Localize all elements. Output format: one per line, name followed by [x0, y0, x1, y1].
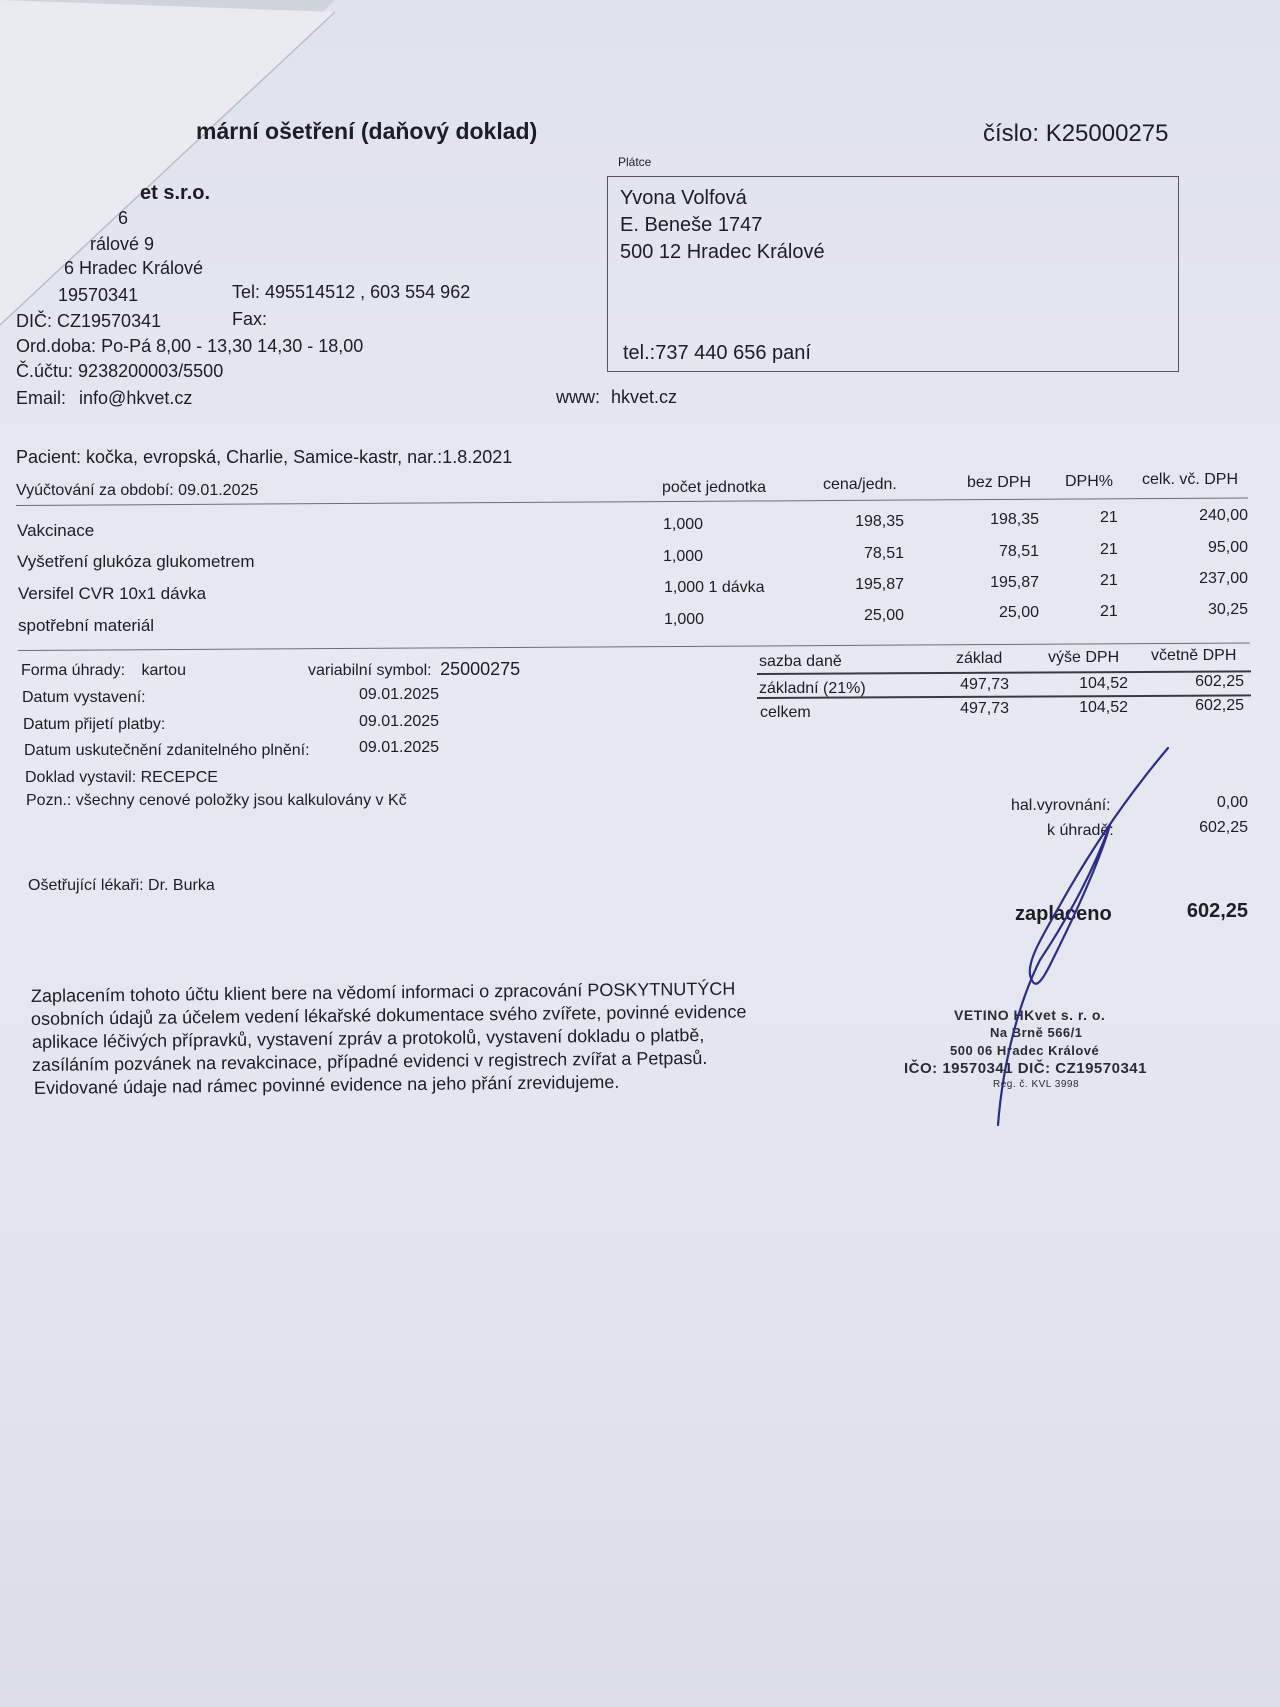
header-net: bez DPH: [967, 474, 1032, 491]
paid-value: 602,25: [1186, 900, 1248, 922]
vat-row-incl: 602,25: [1195, 673, 1244, 690]
item-unit-price: 25,00: [863, 607, 904, 624]
issued-by: Doklad vystavil: RECEPCE: [25, 769, 218, 786]
variable-symbol: [308, 659, 520, 680]
clinic-street: rálové 9: [90, 234, 155, 254]
clinic-hours: [16, 336, 363, 357]
vat-row-rate: celkem: [760, 704, 811, 721]
header-unit-price: cena/jedn.: [823, 476, 897, 493]
taxable-date-label: Datum uskutečnění zdanitelného plnění:: [24, 742, 310, 759]
payer-street: E. Beneše 1747: [620, 214, 763, 236]
item-net: 78,51: [998, 543, 1039, 560]
clinic-email-label: Email:: [16, 388, 67, 408]
clinic-hours-value: Po-Pá 8,00 - 13,30 14,30 - 18,00: [101, 336, 364, 356]
variable-symbol-label: variabilní symbol:: [308, 662, 432, 679]
folded-corner: [0, 0, 340, 330]
item-vat: 21: [1100, 603, 1118, 620]
rounding-value: 0,00: [1216, 794, 1248, 811]
item-net: 195,87: [990, 574, 1039, 591]
item-qty-unit: [664, 579, 765, 597]
vat-header-rate: sazba daně: [759, 653, 842, 670]
disclaimer-line: aplikace léčivých přípravků, vystavení zpráv a protokolů, vystavení dokladu o platbě,: [31, 1024, 705, 1052]
item-name: Vakcinace: [17, 521, 95, 540]
header-vat-pct: DPH%: [1065, 473, 1114, 490]
variable-symbol-value: 25000275: [440, 659, 521, 679]
document-number-label: číslo:: [983, 120, 1040, 147]
item-total: 237,00: [1199, 570, 1248, 587]
payer-box: [607, 176, 1179, 372]
clinic-street-top: 6: [118, 208, 129, 228]
item-vat: 21: [1100, 509, 1118, 526]
vat-row-base: 497,73: [960, 676, 1009, 693]
item-unit-price: 78,51: [863, 545, 904, 562]
clinic-www: [556, 387, 677, 408]
clinic-account-value: 9238200003/5500: [78, 361, 224, 381]
issued-date-label: Datum vystavení:: [22, 689, 146, 706]
payer-city: 500 12 Hradec Králové: [620, 241, 825, 263]
disclaimer-line: zasíláním pozvánek na revakcinace, případné evidenci v registrech zvířat a Petpasů.: [31, 1047, 708, 1075]
item-vat: 21: [1100, 541, 1118, 558]
clinic-fax: Fax:: [232, 309, 268, 329]
item-name: Vyšetření glukóza glukometrem: [17, 552, 255, 571]
clinic-account-label: Č.účtu:: [16, 361, 74, 381]
item-qty: 1,000: [663, 516, 704, 533]
item-net: 25,00: [998, 604, 1039, 621]
header-total: celk. vč. DPH: [1142, 471, 1239, 488]
header-count-unit: počet jednotka: [662, 479, 767, 496]
vat-header-vat: výše DPH: [1048, 649, 1120, 666]
taxable-date-value: 09.01.2025: [359, 739, 440, 756]
billing-period: Vyúčtování za období: 09.01.2025: [16, 482, 259, 499]
payment-method-value: kartou: [141, 662, 186, 679]
item-total: 30,25: [1207, 601, 1248, 618]
item-total: 95,00: [1207, 539, 1248, 556]
attending-doctor: Ošetřující lékaři: Dr. Burka: [28, 877, 215, 894]
stamp-line: IČO: 19570341 DIČ: CZ19570341: [904, 1060, 1147, 1077]
clinic-email: [16, 388, 192, 409]
payer-phone: tel.:737 440 656 paní: [623, 342, 811, 364]
vat-header-base: základ: [956, 650, 1003, 667]
disclaimer-line: Evidované údaje nad rámec povinné evidence na jeho přání zrevidujeme.: [33, 1071, 620, 1098]
due-label: k úhradě:: [1047, 822, 1114, 839]
payment-method: [21, 662, 186, 680]
item-unit-price: 195,87: [855, 576, 904, 593]
disclaimer-line: osobních údajů za účelem vedení lékařské dokumentace svého zvířete, povinné evidence: [30, 1001, 747, 1029]
item-unit-price: 198,35: [855, 513, 904, 530]
payer-name: Yvona Volfová: [620, 187, 747, 209]
item-qty: 1,000: [663, 548, 704, 565]
item-qty: 1,000: [664, 611, 705, 628]
vat-row-rate: základní (21%): [759, 680, 866, 697]
clinic-ico: 19570341: [58, 285, 139, 305]
clinic-email-value: info@hkvet.cz: [79, 388, 193, 408]
item-unit: 1 dávka: [708, 579, 765, 596]
disclaimer-line: Zaplacením tohoto účtu klient bere na vědomí informaci o zpracování POSKYTNUTÝCH: [30, 978, 736, 1006]
due-value: 602,25: [1199, 819, 1248, 836]
payer-label: Plátce: [618, 155, 652, 169]
item-name: spotřební materiál: [18, 616, 155, 635]
stamp-line: Reg. č. KVL 3998: [993, 1079, 1080, 1090]
item-name: Versifel CVR 10x1 dávka: [18, 584, 207, 603]
vat-row-vat: 104,52: [1079, 675, 1128, 692]
paid-label: zaplaceno: [1015, 903, 1112, 925]
clinic-city: 6 Hradec Králové: [64, 258, 204, 278]
item-vat: 21: [1100, 572, 1118, 589]
clinic-dic-value: CZ19570341: [57, 311, 162, 331]
document-number-value: K25000275: [1045, 120, 1169, 147]
stamp-line: Na Brně 566/1: [990, 1025, 1083, 1040]
clinic-hours-label: Ord.doba:: [16, 336, 97, 356]
item-net: 198,35: [990, 511, 1039, 528]
payment-method-label: Forma úhrady:: [21, 662, 126, 679]
clinic-tel: Tel: 495514512 , 603 554 962: [232, 282, 471, 302]
document-title: mární ošetření (daňový doklad): [196, 118, 538, 144]
vat-row-vat: 104,52: [1079, 699, 1128, 716]
document-number: [983, 120, 1168, 148]
clinic-dic: [16, 311, 161, 332]
clinic-account: [16, 361, 223, 382]
vat-row-incl: 602,25: [1195, 697, 1244, 714]
clinic-name: et s.r.o.: [140, 182, 211, 204]
clinic-dic-label: DIČ:: [16, 311, 52, 331]
issued-date-value: 09.01.2025: [359, 686, 440, 703]
rounding-label: hal.vyrovnání:: [1011, 797, 1111, 814]
received-date-label: Datum přijetí platby:: [23, 716, 166, 733]
received-date-value: 09.01.2025: [359, 713, 440, 730]
item-qty: 1,000: [664, 579, 705, 596]
stamp-line: 500 06 Hradec Králové: [950, 1043, 1100, 1058]
vat-row-base: 497,73: [960, 700, 1009, 717]
price-note: Pozn.: všechny cenové položky jsou kalkulovány v Kč: [26, 792, 407, 809]
item-total: 240,00: [1199, 507, 1248, 524]
patient-info: Pacient: kočka, evropská, Charlie, Samice-kastr, nar.:1.8.2021: [16, 447, 513, 467]
clinic-www-label: www:: [556, 387, 600, 407]
vat-header-incl: včetně DPH: [1151, 647, 1237, 664]
stamp-line: VETINO HKvet s. r. o.: [954, 1007, 1106, 1023]
clinic-www-value: hkvet.cz: [611, 387, 678, 407]
